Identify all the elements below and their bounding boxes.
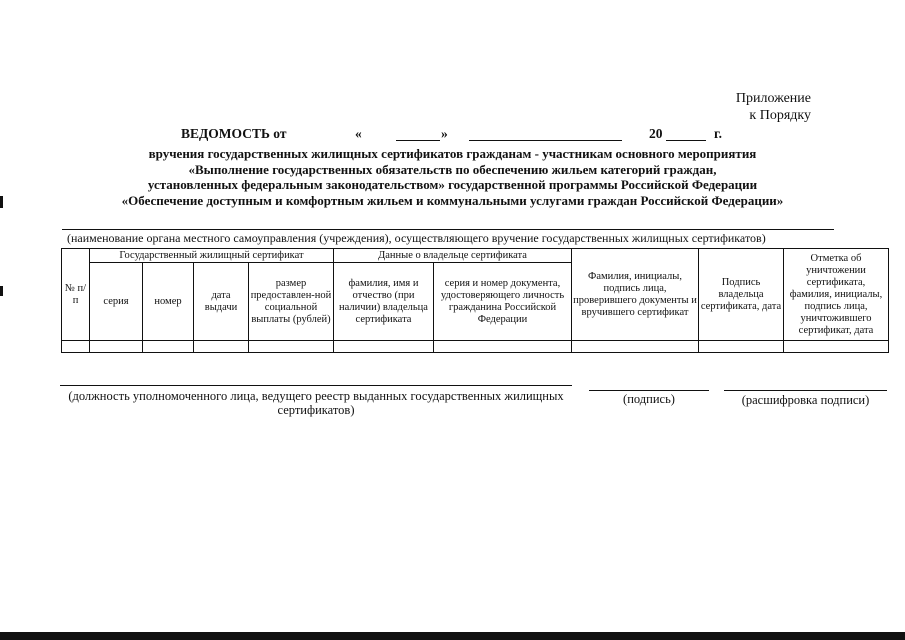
scan-edge-mark	[0, 286, 3, 296]
subtitle-line-4: «Обеспечение доступным и комфортным жильем и коммунальными услугами граждан Российской Федерации»	[121, 192, 784, 208]
title-word: ВЕДОМОСТЬ от	[181, 126, 287, 141]
col-header-series: серия	[90, 263, 143, 341]
decode-caption: (расшифровка подписи)	[741, 393, 870, 407]
decode-line	[724, 390, 887, 391]
group-header-owner: Данные о владельце сертификата	[334, 249, 572, 263]
col-header-number: № п/п	[62, 249, 90, 341]
position-caption: (должность уполномоченного лица, ведущего реестр выданных государственных жилищных сертификатов)	[68, 389, 564, 417]
document-subtitle	[40, 146, 865, 208]
appendix-line-2: к Порядку	[749, 108, 811, 123]
quote-close: »	[441, 126, 448, 141]
year-prefix: 20	[649, 126, 663, 141]
quote-open: «	[355, 126, 362, 141]
certificate-table	[61, 248, 889, 353]
table-row	[62, 341, 889, 353]
col-header-destruction-mark: Отметка об уничтожении сертификата, фамилия, инициалы, подпись лица, уничтожившего сертификат, дата	[784, 249, 889, 341]
col-header-owner-name: фамилия, имя и отчество (при наличии) владельца сертификата	[334, 263, 434, 341]
col-header-owner-document: серия и номер документа, удостоверяющего личность гражданина Российской Федерации	[434, 263, 572, 341]
org-caption: (наименование органа местного самоуправления (учреждения), осуществляющего вручение государственных жилищных сертификатов)	[67, 231, 766, 245]
year-blank	[666, 140, 706, 141]
col-header-owner-signature: Подпись владельца сертификата, дата	[699, 249, 784, 341]
col-header-cert-number: номер	[143, 263, 194, 341]
day-blank	[396, 140, 440, 141]
scan-edge-mark	[0, 196, 3, 208]
col-header-checker: Фамилия, инициалы, подпись лица, проверившего документы и вручившего сертификат	[572, 249, 699, 341]
group-header-certificate: Государственный жилищный сертификат	[90, 249, 334, 263]
col-header-issue-date: дата выдачи	[194, 263, 249, 341]
position-line	[60, 385, 572, 386]
month-blank	[469, 140, 622, 141]
signature-line	[589, 390, 709, 391]
scan-bottom-edge	[0, 632, 905, 640]
subtitle-line-1: вручения государственных жилищных сертификатов гражданам - участникам основного мероприятия	[148, 146, 757, 161]
appendix-label	[736, 90, 811, 124]
subtitle-line-3: установленных федеральным законодательством» государственной программы Российской Федерации	[147, 177, 758, 192]
subtitle-line-2: «Выполнение государственных обязательств по обеспечению жильем категорий граждан,	[188, 161, 717, 177]
year-suffix: г.	[714, 126, 722, 141]
signature-caption: (подпись)	[623, 392, 675, 406]
col-header-payment-amount: размер предоставлен-ной социальной выплаты (рублей)	[249, 263, 334, 341]
org-name-line	[62, 229, 834, 230]
appendix-line-1: Приложение	[735, 91, 811, 106]
